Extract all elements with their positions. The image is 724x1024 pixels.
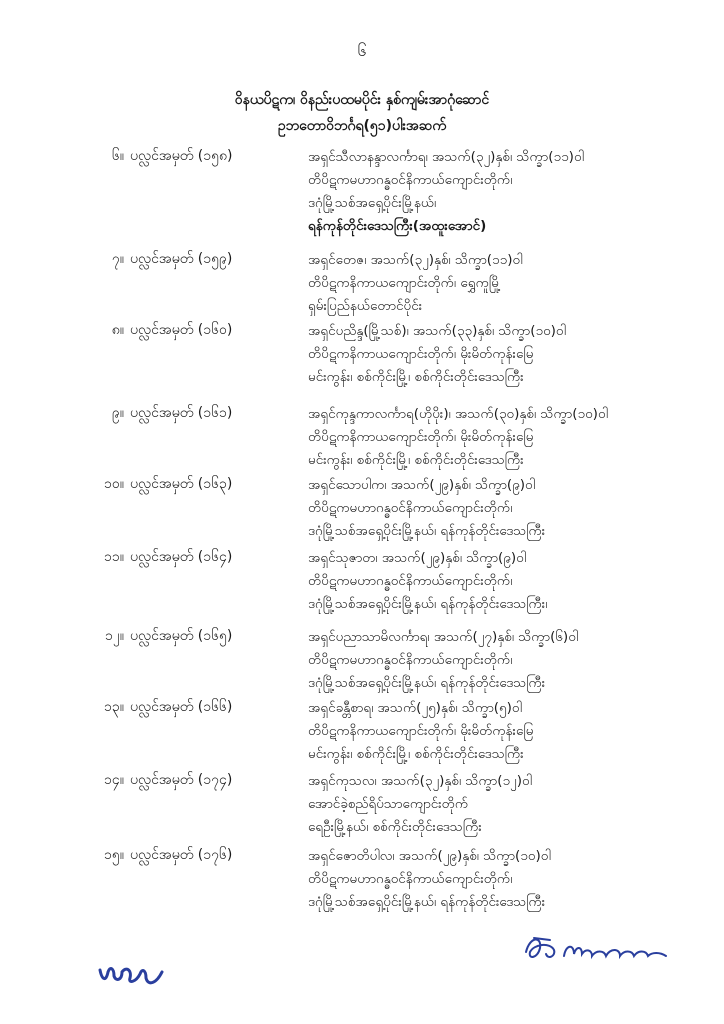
entry-detail-line: မင်းကွန်း၊ စစ်ကိုင်းမြို့၊ စစ်ကိုင်းတိုင်းဒေသကြီး — [308, 746, 524, 762]
entry-seat-number: ပလ္လင်အမှတ် (၁၅၈) — [130, 148, 233, 164]
entry-detail-line: တိပိဋကမဟာဂန္ဓဝင်နိကာယ်ကျောင်းတိုက်၊ — [308, 172, 513, 188]
entry-details — [308, 403, 708, 472]
entry-details — [308, 320, 708, 389]
entry-details — [308, 626, 708, 695]
entry-number: ၁၄။ — [104, 772, 124, 788]
entry-details — [308, 474, 708, 543]
entry-detail-line: တိပိဋကနိကာယကျောင်းတိုက်၊ မိုးမိတ်ကုန်းမြေ — [308, 723, 534, 739]
heading-line-1: ဝိနယပိဋက၊ ဝိနည်းပထမပိုင်း နှစ်ကျမ်းအာဂုံဆောင် — [234, 92, 490, 108]
entry-details — [308, 249, 708, 318]
entry-seat-number: ပလ္လင်အမှတ် (၁၆၀) — [130, 322, 233, 338]
entry-detail-line: တိပိဋကနိကာယကျောင်းတိုက်၊ ရွှေကူမြို့ — [308, 275, 501, 291]
entry-detail-line: ဒဂုံမြို့သစ်အရှေ့ပိုင်းမြို့နယ်၊ ရန်ကုန်တိုင်းဒေသကြီး — [308, 675, 546, 691]
entry-detail-line: အရှင်ဇောတိပါလ၊ အသက်(၂၉)နှစ်၊ သိက္ခာ(၁၀)ဝါ — [308, 848, 551, 864]
entry-seat-number: ပလ္လင်အမှတ် (၁၆၁) — [130, 405, 233, 421]
signature-right — [520, 932, 690, 968]
entry-detail-line: အရှင်တေဇ၊ အသက်(၃၂)နှစ်၊ သိက္ခာ(၁၁)ဝါ — [308, 252, 523, 268]
entry-number: ၇။ — [111, 251, 124, 267]
heading-line-2: ဥဘတောဝိဘင်္ဂရ(၅၁)ပါးအဆက် — [277, 118, 447, 134]
entry-detail-line: တိပိဋကနိကာယကျောင်းတိုက်၊ မိုးမိတ်ကုန်းမြေ — [308, 429, 534, 445]
entry-detail-line: အရှင်ကုန္ဒကာလင်္ကာရ(ဟိုပိုး)၊ အသက်(၃၀)နှစ်၊ သိက္ခာ(၁၀)ဝါ — [308, 406, 608, 422]
entry-detail-line: ဒဂုံမြို့သစ်အရှေ့ပိုင်းမြို့နယ်၊ — [308, 195, 437, 211]
entry-number: ၉။ — [111, 405, 124, 421]
entry-details — [308, 146, 708, 238]
entry-detail-line: အောင်ခဲ့စည်ရိပ်သာကျောင်းတိုက် — [308, 796, 469, 812]
entry-detail-line: ရန်ကုန်တိုင်းဒေသကြီး(အထူးအောင်) — [308, 218, 487, 234]
entry-number: ၁၁။ — [104, 549, 124, 565]
entry-details — [308, 770, 708, 839]
entry-detail-line: ရေဦးမြို့နယ်၊ စစ်ကိုင်းတိုင်းဒေသကြီး — [308, 819, 482, 835]
entry-seat-number: ပလ္လင်အမှတ် (၁၇၆) — [130, 847, 233, 863]
entry-detail-line: အရှင်ခန္တီစာရ၊ အသက်(၂၅)နှစ်၊ သိက္ခာ(၅)ဝါ — [308, 700, 522, 716]
entry-number: ၁၃။ — [104, 699, 124, 715]
entry-detail-line: အရှင်ပညာသာမိလင်္ကာရ၊ အသက်(၂၇)နှစ်၊ သိက္ခာ(၆)ဝါ — [308, 629, 579, 645]
entry-seat-number: ပလ္လင်အမှတ် (၁၆၃) — [130, 476, 233, 492]
entry-detail-line: ဒဂုံမြို့သစ်အရှေ့ပိုင်းမြို့နယ်၊ ရန်ကုန်တိုင်းဒေသကြီး၊ — [308, 596, 548, 612]
entry-seat-number: ပလ္လင်အမှတ် (၁၇၄) — [130, 772, 233, 788]
entry-details — [308, 697, 708, 766]
entry-seat-number: ပလ္လင်အမှတ် (၁၆၅) — [130, 628, 233, 644]
entry-seat-number: ပလ္လင်အမှတ် (၁၅၉) — [130, 251, 233, 267]
entry-seat-number: ပလ္လင်အမှတ် (၁၆၆) — [130, 699, 233, 715]
entry-details — [308, 845, 708, 914]
signature-left — [96, 958, 176, 988]
entry-detail-line: အရှင်သောပါက၊ အသက်(၂၉)နှစ်၊ သိက္ခာ(၉)ဝါ — [308, 477, 535, 493]
entry-detail-line: ဒဂုံမြို့သစ်အရှေ့ပိုင်းမြို့နယ်၊ ရန်ကုန်တိုင်းဒေသကြီး — [308, 523, 546, 539]
entry-detail-line: တိပိဋကမဟာဂန္ဓဝင်နိကာယ်ကျောင်းတိုက်၊ — [308, 573, 513, 589]
entry-detail-line: တိပိဋကမဟာဂန္ဓဝင်နိကာယ်ကျောင်းတိုက်၊ — [308, 871, 513, 887]
entry-detail-line: တိပိဋကနိကာယကျောင်းတိုက်၊ မိုးမိတ်ကုန်းမြေ — [308, 346, 534, 362]
entry-number: ၁၂။ — [105, 628, 124, 644]
entry-detail-line: တိပိဋကမဟာဂန္ဓဝင်နိကာယ်ကျောင်းတိုက်၊ — [308, 652, 513, 668]
entry-detail-line: တိပိဋကမဟာဂန္ဓဝင်နိကာယ်ကျောင်းတိုက်၊ — [308, 500, 513, 516]
page-number: ၆ — [357, 41, 367, 60]
entry-number: ၁၅။ — [104, 847, 124, 863]
entry-detail-line: ဒဂုံမြို့သစ်အရှေ့ပိုင်းမြို့နယ်၊ ရန်ကုန်တိုင်းဒေသကြီး — [308, 894, 546, 910]
entry-detail-line: မင်းကွန်း၊ စစ်ကိုင်းမြို့၊ စစ်ကိုင်းတိုင်းဒေသကြီး — [308, 452, 524, 468]
entry-detail-line: အရှင်သုဇာတ၊ အသက်(၂၉)နှစ်၊ သိက္ခာ(၉)ဝါ — [308, 550, 527, 566]
entry-details — [308, 547, 708, 616]
entry-detail-line: အရှင်ကုသလ၊ အသက်(၃၂)နှစ်၊ သိက္ခာ(၁၂)ဝါ — [308, 773, 532, 789]
entry-seat-number: ပလ္လင်အမှတ် (၁၆၄) — [130, 549, 233, 565]
entry-number: ၁၀။ — [104, 476, 124, 492]
entry-detail-line: မင်းကွန်း၊ စစ်ကိုင်းမြို့၊ စစ်ကိုင်းတိုင်းဒေသကြီး — [308, 369, 524, 385]
entry-detail-line: ရှမ်းပြည်နယ်တောင်ပိုင်း — [308, 298, 423, 314]
entry-detail-line: အရှင်ပညိန္ဒ(မြို့သစ်)၊ အသက်(၃၃)နှစ်၊ သိက္ခာ(၁၀)ဝါ — [308, 323, 566, 339]
entry-number: ၆။ — [111, 148, 124, 164]
entry-detail-line: အရှင်သီလာနန္ဒာလင်္ကာရ၊ အသက်(၃၂)နှစ်၊ သိက္ခာ(၁၁)ဝါ — [308, 149, 584, 165]
entry-number: ၈။ — [111, 322, 124, 338]
